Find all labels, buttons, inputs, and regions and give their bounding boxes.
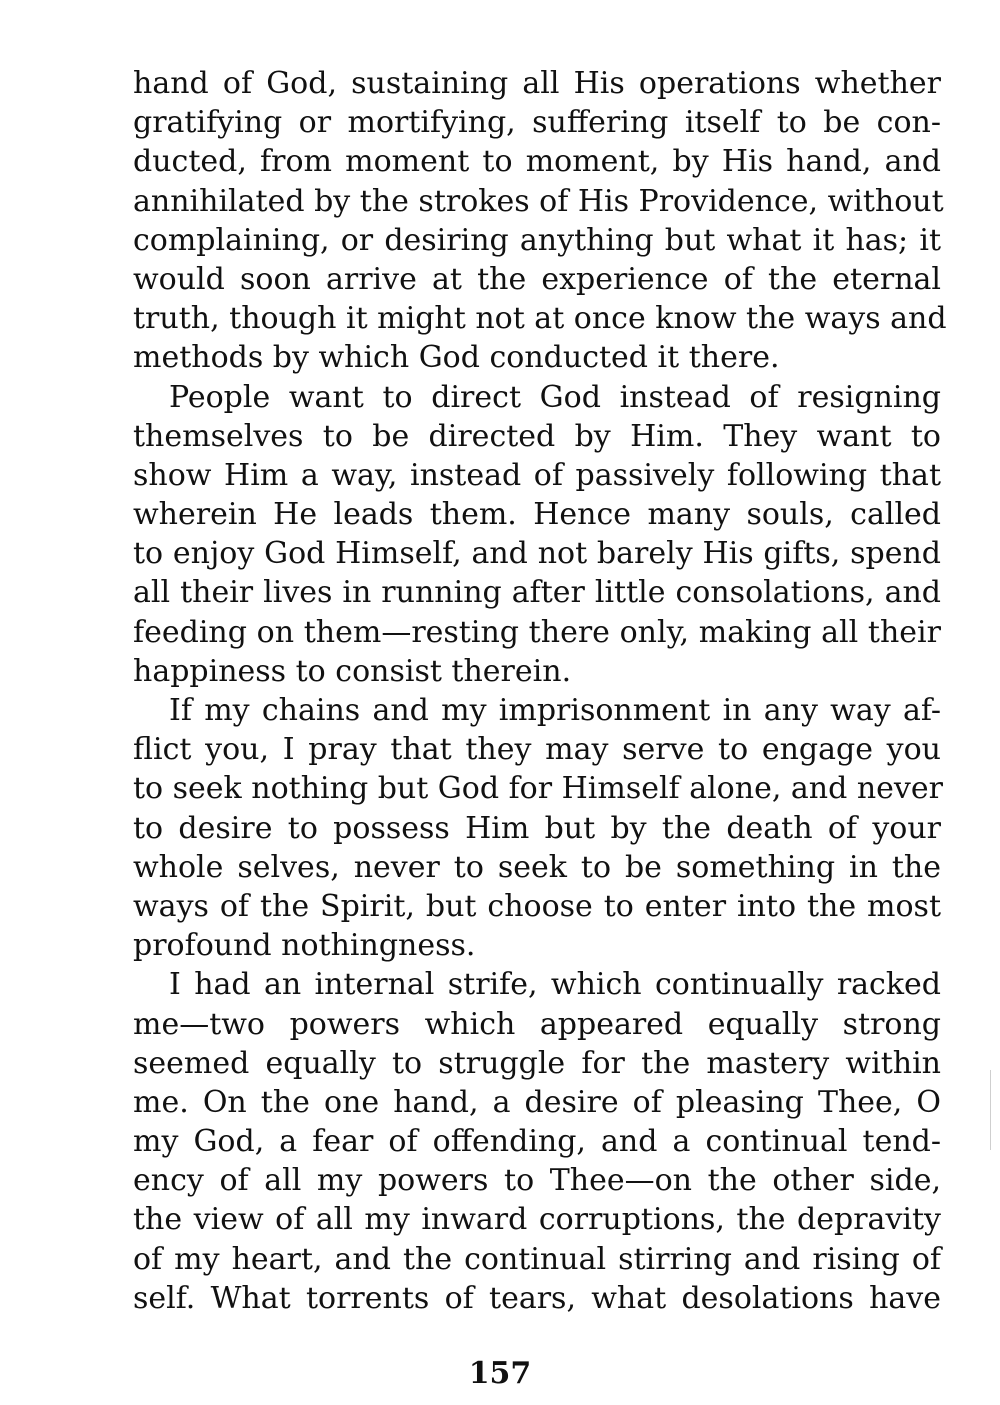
text-line: methods by which God conducted it there.: [133, 340, 780, 376]
text-line: whole selves, never to seek to be something in the: [133, 849, 941, 885]
text-line: my God, a fear of offending, and a continual tend-: [133, 1124, 941, 1160]
scan-edge-mark: [990, 1070, 991, 1150]
text-line: would soon arrive at the experience of the eternal: [133, 261, 941, 297]
paragraph-first-line: If my chains and my imprisonment in any way af-: [169, 693, 941, 728]
page-number: 157: [468, 1356, 532, 1391]
text-line: ency of all my powers to Thee—on the other side,: [133, 1163, 941, 1199]
text-line: to seek nothing but God for Himself alone, and never: [133, 771, 943, 807]
text-line: all their lives in running after little consolations, and: [133, 575, 941, 611]
text-line: to enjoy God Himself, and not barely His gifts, spend: [133, 536, 941, 572]
text-line: me. On the one hand, a desire of pleasing Thee, O: [133, 1084, 941, 1120]
paragraph-first-line: I had an internal strife, which continually racked: [169, 967, 941, 1003]
text-line: to desire to possess Him but by the death of your: [133, 810, 941, 846]
text-line: hand of God, sustaining all His operations whether: [133, 66, 941, 101]
body-text: [133, 64, 947, 1318]
text-line: me—two powers which appeared equally strong: [133, 1006, 941, 1042]
text-line: complaining, or desiring anything but what it has; it: [133, 222, 941, 258]
text-line: themselves to be directed by Him. They want to: [133, 418, 941, 454]
text-line: annihilated by the strokes of His Providence, without: [133, 183, 944, 219]
text-line: the view of all my inward corruptions, the depravity: [133, 1202, 941, 1238]
text-line: gratifying or mortifying, suffering itself to be con-: [133, 105, 941, 141]
text-line: seemed equally to struggle for the mastery within: [133, 1045, 941, 1081]
text-line: self. What torrents of tears, what desolations have: [133, 1280, 941, 1316]
text-line: of my heart, and the continual stirring and rising of: [133, 1241, 941, 1277]
text-line: ducted, from moment to moment, by His hand, and: [133, 144, 941, 180]
text-line: truth, though it might not at once know the ways and: [133, 301, 947, 337]
paragraph-first-line: People want to direct God instead of resigning: [169, 379, 941, 415]
text-line: flict you, I pray that they may serve to engage you: [133, 732, 941, 768]
text-line: happiness to consist therein.: [133, 653, 572, 689]
text-line: show Him a way, instead of passively following that: [133, 457, 941, 493]
text-line: ways of the Spirit, but choose to enter into the most: [133, 888, 941, 924]
text-line: profound nothingness.: [133, 928, 476, 964]
text-line: wherein He leads them. Hence many souls, called: [133, 497, 941, 533]
text-line: feeding on them—resting there only, making all their: [133, 614, 941, 650]
